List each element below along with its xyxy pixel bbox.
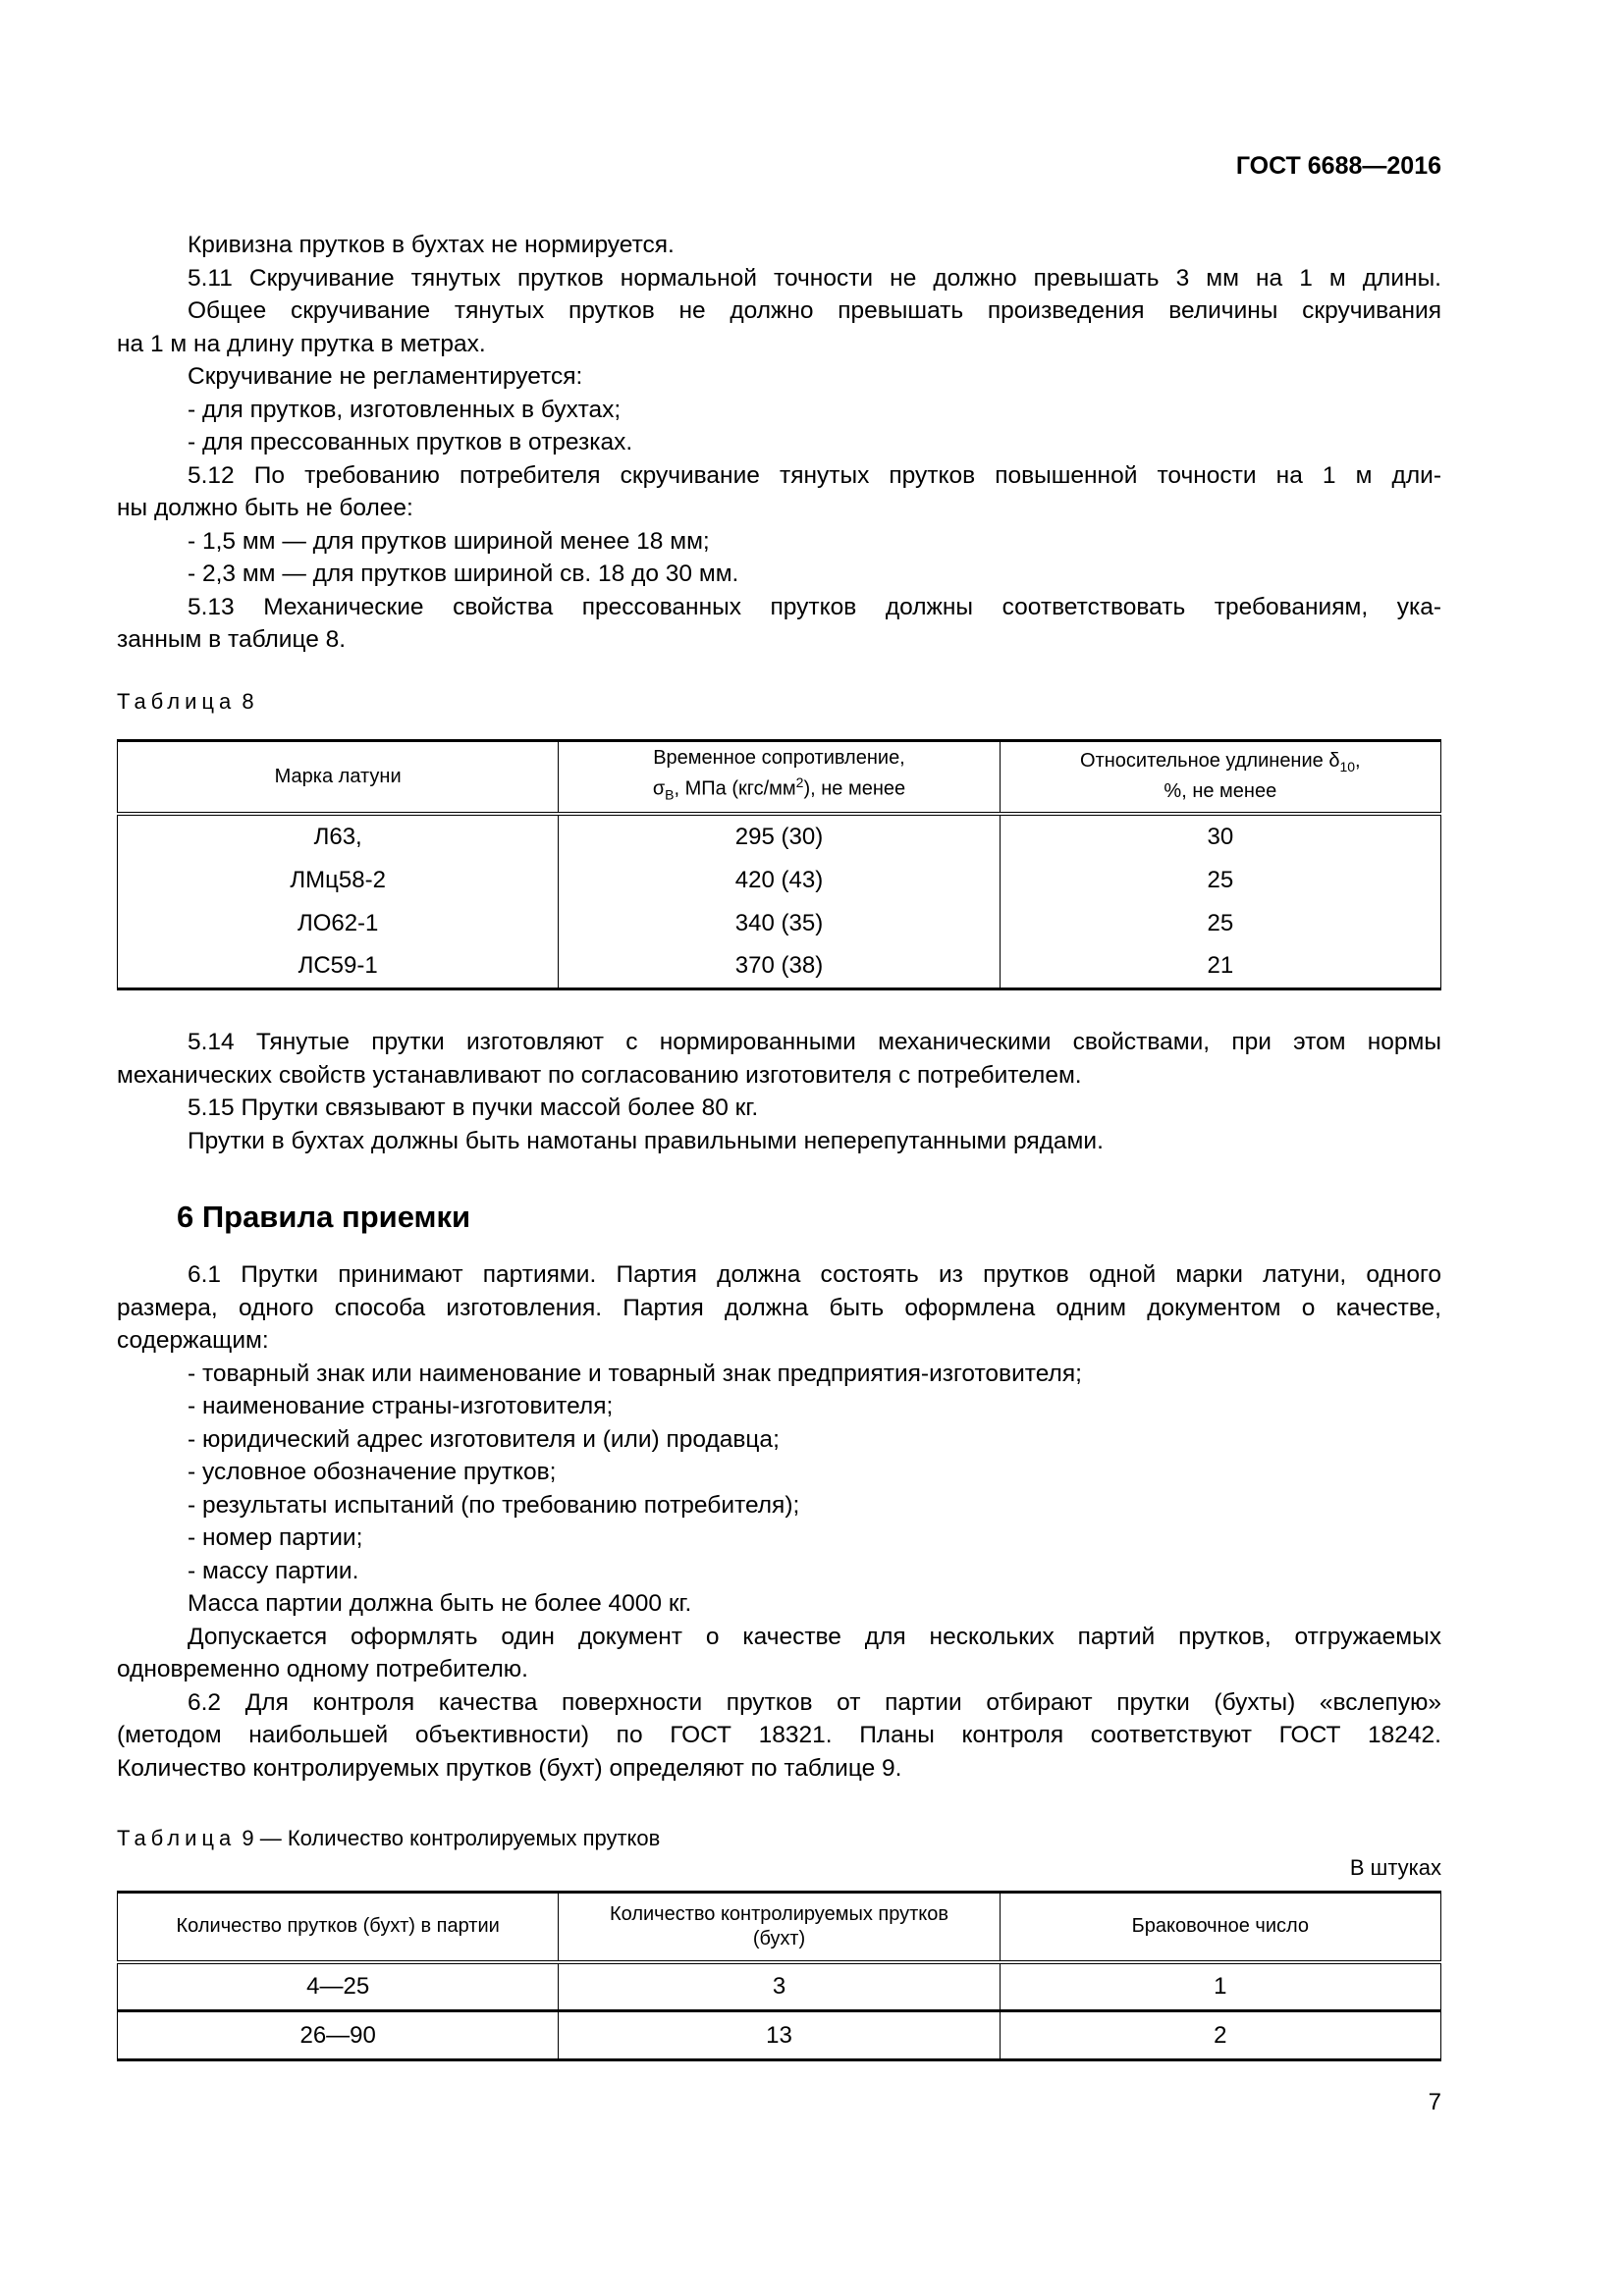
table-cell: ЛМц58-2 [118,859,559,902]
text-line: Масса партии должна быть не более 4000 кг. [188,1590,692,1617]
header-controlled-count: Количество контролируемых прутков (бухт) [559,1893,1000,1962]
table-row [118,814,1441,859]
text-line: - наименование страны-изготовителя; [188,1393,614,1419]
text-line: - массу партии. [188,1557,359,1584]
text-line: - условное обозначение прутков; [188,1459,557,1485]
table-9 [117,1891,1441,2061]
text-line: ны должно быть не более: [117,495,413,521]
caption-number: 8 [242,689,254,714]
table-cell: ЛС59-1 [118,945,559,989]
text-line: 6.1 Прутки принимают партиями. Партия должна состоять из прутков одной марки латуни, одного [188,1261,1441,1288]
text-line: содержащим: [117,1327,269,1354]
text-line: Кривизна прутков в бухтах не нормируется. [188,232,675,258]
header-reject-number: Браковочное число [1000,1893,1440,1962]
text-line: - товарный знак или наименование и товарный знак предприятия-изготовителя; [188,1360,1082,1387]
text-line: - 2,3 мм — для прутков шириной св. 18 до 30 мм. [188,561,739,587]
text-line: - результаты испытаний (по требованию потребителя); [188,1491,800,1519]
table-cell: ЛО62-1 [118,902,559,945]
table-cell: 25 [1000,902,1440,945]
text-line: 5.13 Механические свойства прессованных прутков должны соответствовать требованиям, ука- [188,593,1441,620]
table-cell: 25 [1000,859,1440,902]
table-cell: 295 (30) [559,814,1000,859]
caption-word: Таблица [117,689,237,714]
table-cell: 340 (35) [559,902,1000,945]
text-line: 5.15 Прутки связывают в пучки массой более 80 кг. [188,1095,759,1121]
header-tensile-strength: Временное сопротивление, $\sigma_В$, МПа $(кгс/мм^2)$, не менее [559,741,1000,814]
table-9-caption [117,1826,660,1851]
text-line: Прутки в бухтах должны быть намотаны правильными неперепутанными рядами. [188,1127,1104,1154]
table-row [118,859,1441,902]
table-row [118,902,1441,945]
table-9-units: В штуках [1349,1855,1441,1880]
text-line: - номер партии; [188,1524,363,1551]
text-line: размера, одного способа изготовления. Партия должна быть оформлена одним документом о качестве, [117,1294,1441,1321]
table-cell: 13 [559,2011,1000,2060]
text-block-5-11-to-5-13 [117,229,1441,657]
text-line: одновременно одному потребителю. [117,1656,528,1682]
text-block-6-1-6-2 [117,1258,1441,1785]
section-heading: 6 Правила приемки [177,1200,471,1234]
table-cell: Л63, [118,814,559,859]
header-elongation: Относительное удлинение $\delta_{10}$, %, не менее [1000,741,1440,814]
caption-title: 9 — Количество контролируемых прутков [242,1826,661,1850]
table-row [118,2011,1441,2060]
header-batch-count: Количество прутков (бухт) в партии [118,1893,559,1962]
table-cell: 4—25 [118,1962,559,2011]
text-line: 5.12 По требованию потребителя скручивание тянутых прутков повышенной точности на 1 м дли- [188,461,1441,489]
table-cell: 370 (38) [559,945,1000,989]
table-cell: 3 [559,1962,1000,2011]
text-line: на 1 м на длину прутка в метрах. [117,330,486,357]
table-row [118,945,1441,989]
table-cell: 420 (43) [559,859,1000,902]
text-line: Скручивание не регламентируется: [188,363,583,390]
table-cell: 30 [1000,814,1440,859]
text-line: 5.11 Скручивание тянутых прутков нормальной точности не должно превышать 3 мм на 1 м длины. [188,264,1441,292]
text-line: Общее скручивание тянутых прутков не должно превышать произведения величины скручивания [188,297,1441,324]
text-line: - для прутков, изготовленных в бухтах; [188,396,622,423]
text-line: (методом наибольшей объективности) по ГОСТ 18321. Планы контроля соответствуют ГОСТ 18242. [117,1722,1441,1748]
text-block-5-14-5-15 [117,1026,1441,1157]
text-line: - для прессованных прутков в отрезках. [188,429,633,455]
table-8 [117,739,1441,990]
text-line: - 1,5 мм — для прутков шириной менее 18 мм; [188,527,710,555]
text-line: 6.2 Для контроля качества поверхности прутков от партии отбирают прутки (бухты) «вслепую» [188,1688,1441,1716]
text-line: занным в таблице 8. [117,626,347,653]
table-cell: 1 [1000,1962,1440,2011]
page-number: 7 [1428,2089,1441,2115]
table-cell: 21 [1000,945,1440,989]
table-cell: 26—90 [118,2011,559,2060]
caption-word: Таблица [117,1826,237,1850]
text-line: механических свойств устанавливают по согласованию изготовителя с потребителем. [117,1061,1082,1089]
text-line: Допускается оформлять один документ о качестве для нескольких партий прутков, отгружаемых [188,1623,1441,1650]
document-id: ГОСТ 6688—2016 [1235,152,1441,180]
table-row [118,1962,1441,2011]
table-cell: 2 [1000,2011,1440,2060]
text-line: Количество контролируемых прутков (бухт) определяют по таблице 9. [117,1754,902,1782]
text-line: - юридический адрес изготовителя и (или) продавца; [188,1425,780,1453]
header-brass-grade: Марка латуни [118,741,559,814]
table-8-caption [117,689,254,715]
text-line: 5.14 Тянутые прутки изготовляют с нормированными механическими свойствами, при этом нормы [188,1029,1441,1055]
